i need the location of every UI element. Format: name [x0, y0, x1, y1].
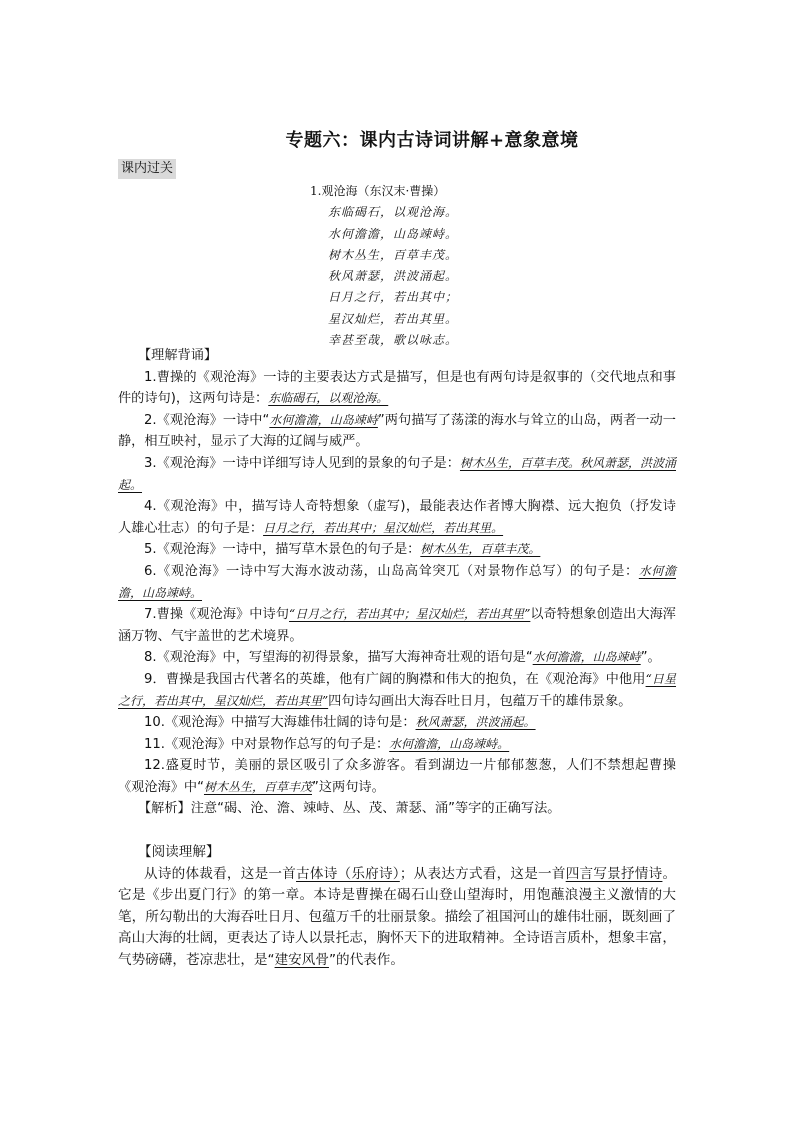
- underlined-term: 建安风骨: [274, 951, 329, 968]
- section-tag: 课内过关: [118, 159, 176, 179]
- question-text: 4.《观沧海》中，描写诗人奇特想象（虚写)，最能表达作者博大胸襟、远大抱负（抒发诗人雄心壮志）的句子是：: [118, 499, 676, 536]
- poem-line: 日月之行，若出其中；: [328, 290, 459, 305]
- exercise-body: [118, 345, 676, 971]
- question-text: ”。: [640, 650, 661, 666]
- poem-line: 东临碣石，以观沧海。: [328, 205, 459, 220]
- question-1: [118, 367, 676, 410]
- question-text: ”两句描写了荡漾的海水与耸立的山岛，两者一动一静，相互映衬，显示了大海的辽阔与威严。: [118, 412, 676, 450]
- answer: “日星之行，若出其中，星汉灿烂，若出其里”: [118, 671, 677, 708]
- answer: 水何澹澹，山岛竦峙。: [389, 736, 510, 751]
- reading-paragraph: [118, 864, 676, 972]
- answer: 树木丛生，百草丰茂: [203, 779, 312, 794]
- question-2: [118, 410, 676, 453]
- question-text: 8.《观沧海》中，写望海的初得景象，描写大海神奇壮观的语句是“: [144, 650, 533, 666]
- section-heading-understanding: 【理解背诵】: [138, 348, 218, 363]
- poem-line: 秋风萧瑟，洪波涌起。: [328, 269, 459, 284]
- question-text: 3.《观沧海》一诗中详细写诗人见到的景象的句子是：: [144, 455, 460, 471]
- question-text: 5.《观沧海》一诗中，描写草木景色的句子是：: [144, 542, 421, 558]
- paragraph-text: 。它是《步出夏门行》的第一章。本诗是曹操在碣石山登山望海时，用饱蘸浪漫主义激情的大笔，所勾勒出的大海吞吐日月、包蕴万千的壮丽景象。描绘了祖国河山的雄伟壮丽，既刻画了高山大海的壮阔，更表达了诗人以景托志，胸怀天下的进取精神。全诗语言质朴，想象丰富，气势磅礴，苍凉悲壮，是“: [118, 865, 677, 968]
- poem: [310, 181, 510, 351]
- question-text: 12.盛夏时节，美丽的景区吸引了众多游客。看到湖边一片郁郁葱葱，人们不禁想起曹操《观沧海》中“: [118, 758, 676, 795]
- question-text: 11.《观沧海》中对景物作总写的句子是：: [144, 736, 390, 752]
- question-text: 2.《观沧海》一诗中“: [144, 412, 270, 428]
- poem-line: 树木丛生，百草丰茂。: [328, 247, 459, 262]
- question-text: 6.《观沧海》一诗中写大海水波动荡，山岛高耸突兀（对景物作总写）的句子是：: [144, 563, 639, 579]
- answer: 日月之行，若出其中；星汉灿烂，若出其里。: [263, 520, 504, 535]
- answer: 东临碣石，以观沧海。: [268, 391, 389, 406]
- paragraph-text: 从诗的体裁看，这是一首: [144, 865, 297, 882]
- answer: 秋风萧瑟，洪波涌起。: [415, 715, 536, 730]
- poem-line: 幸甚至哉，歌以咏志。: [328, 333, 459, 348]
- question-5: [118, 539, 676, 561]
- question-text: 7.曹操《观沧海》中诗句: [144, 607, 290, 623]
- answer: 水何澹澹，山岛竦峙。: [118, 563, 676, 600]
- question-7: [118, 604, 676, 647]
- page-title: 专题六：课内古诗词讲解+意象意境: [285, 130, 579, 151]
- poem-line: 水何澹澹，山岛竦峙。: [328, 226, 459, 241]
- question-9: [118, 669, 676, 712]
- reading-section: [118, 842, 676, 971]
- answer: 树木丛生，百草丰茂。秋风萧瑟，洪波涌起。: [118, 455, 676, 492]
- answer: 水何澹澹，山岛竦峙: [532, 650, 641, 665]
- analysis-note: 【解析】注意“碣、沧、澹、竦峙、丛、茂、萧瑟、涌”等字的正确写法。: [138, 801, 561, 817]
- question-3: [118, 453, 676, 496]
- question-text: ”这两句诗。: [311, 779, 385, 795]
- question-11: [118, 734, 676, 756]
- question-12: [118, 755, 676, 798]
- underlined-term: 古体诗（乐府诗）: [296, 865, 400, 882]
- poem-title: 1.观沧海（东汉末·曹操）: [310, 184, 446, 198]
- question-text: 四句诗勾画出大海吞吐日月，包蕴万千的雄伟景象。: [328, 693, 632, 709]
- paragraph-text: ”的代表作。: [328, 951, 404, 968]
- question-6: [118, 561, 676, 604]
- question-text: 10.《观沧海》中描写大海雄伟壮阔的诗句是：: [144, 715, 416, 731]
- question-text: 以奇特想象创造出大海浑涵万物、气宇盖世的艺术境界。: [118, 607, 676, 644]
- answer: 水何澹澹，山岛竦峙: [269, 412, 378, 427]
- underlined-term: 四言写景抒情诗: [565, 865, 663, 882]
- poem-line: 星汉灿烂，若出其里。: [328, 311, 459, 326]
- question-10: [118, 712, 676, 734]
- answer: “日月之行，若出其中；星汉灿烂，若出其里”: [289, 607, 531, 622]
- section-heading-reading: 【阅读理解】: [138, 844, 220, 861]
- answer: 树木丛生，百草丰茂。: [420, 542, 541, 557]
- question-8: [118, 647, 676, 669]
- question-text: 1.曹操的《观沧海》一诗的主要表达方式是描写，但是也有两句诗是叙事的（交代地点和事件的诗句)，这两句诗是：: [118, 369, 676, 407]
- question-text: 9．曹操是我国古代著名的英雄，他有广阔的胸襟和伟大的抱负，在《观沧海》中他用: [144, 671, 646, 687]
- paragraph-text: ；从表达方式看，这是一首: [399, 865, 566, 882]
- question-4: [118, 496, 676, 539]
